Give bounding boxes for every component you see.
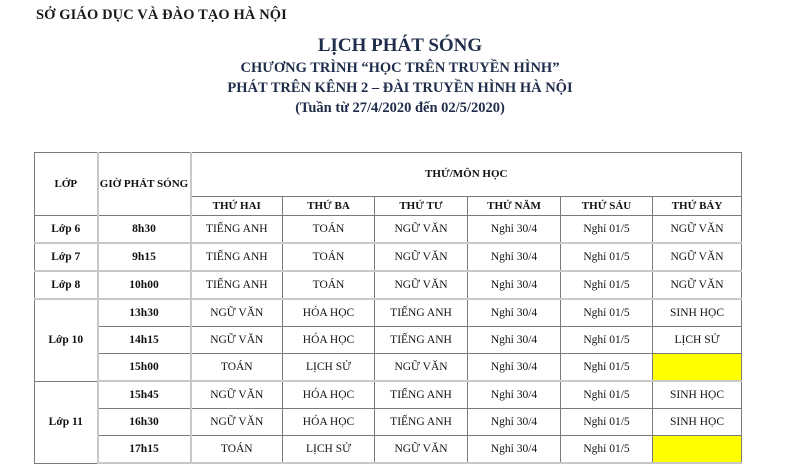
subject-cell: Nghỉ 01/5	[561, 327, 653, 354]
subject-cell	[653, 354, 742, 382]
subject-cell: NGỮ VĂN	[191, 381, 283, 409]
schedule-table	[34, 152, 742, 464]
subject-cell: Nghỉ 30/4	[468, 327, 561, 354]
subject-cell: NGỮ VĂN	[653, 216, 742, 244]
day-header: THỨ HAI	[191, 197, 283, 216]
organization-name: SỞ GIÁO DỤC VÀ ĐÀO TẠO HÀ NỘI	[36, 7, 287, 23]
table-row	[35, 381, 742, 409]
subject-cell: NGỮ VĂN	[375, 436, 468, 464]
subject-cell: SINH HỌC	[653, 299, 742, 327]
subject-cell: LỊCH SỬ	[283, 354, 375, 382]
subject-cell: Nghỉ 01/5	[561, 381, 653, 409]
subject-cell: LỊCH SỬ	[653, 327, 742, 354]
subject-cell: Nghỉ 30/4	[468, 436, 561, 464]
subject-cell: Nghỉ 30/4	[468, 354, 561, 382]
subject-cell: NGỮ VĂN	[375, 243, 468, 271]
subject-cell: Nghỉ 30/4	[468, 381, 561, 409]
subject-cell: Nghỉ 30/4	[468, 409, 561, 436]
program-subtitle: CHƯƠNG TRÌNH “HỌC TRÊN TRUYỀN HÌNH”	[240, 60, 560, 76]
day-header: THỨ NĂM	[468, 197, 561, 216]
airtime: 16h30	[98, 409, 191, 436]
airtime: 14h15	[98, 327, 191, 354]
subject-cell: Nghỉ 01/5	[561, 216, 653, 244]
airtime: 8h30	[98, 216, 191, 244]
subject-cell: Nghỉ 01/5	[561, 436, 653, 464]
subject-cell: HÓA HỌC	[283, 327, 375, 354]
table-row	[35, 436, 742, 464]
subject-cell: Nghỉ 01/5	[561, 409, 653, 436]
subject-cell: TOÁN	[283, 271, 375, 299]
subject-cell: TIẾNG ANH	[375, 327, 468, 354]
table-row	[35, 216, 742, 244]
subject-cell: TIẾNG ANH	[375, 299, 468, 327]
subject-cell: HÓA HỌC	[283, 409, 375, 436]
subject-cell: NGỮ VĂN	[653, 271, 742, 299]
airtime: 15h00	[98, 354, 191, 382]
subject-cell: TOÁN	[191, 436, 283, 464]
subject-cell: NGỮ VĂN	[375, 271, 468, 299]
subject-cell: Nghỉ 01/5	[561, 354, 653, 382]
subject-cell: NGỮ VĂN	[191, 327, 283, 354]
subject-cell: TOÁN	[283, 243, 375, 271]
table-row	[35, 409, 742, 436]
subject-cell: TOÁN	[283, 216, 375, 244]
day-header: THỨ TƯ	[375, 197, 468, 216]
table-row	[35, 243, 742, 271]
class-label: Lớp 7	[35, 243, 98, 271]
subject-cell: TIẾNG ANH	[375, 409, 468, 436]
class-label: Lớp 11	[35, 381, 98, 463]
airtime: 9h15	[98, 243, 191, 271]
column-header-class: LỚP	[35, 153, 98, 216]
day-header: THỨ BA	[283, 197, 375, 216]
table-row	[35, 299, 742, 327]
day-header: THỨ SÁU	[561, 197, 653, 216]
subject-cell: SINH HỌC	[653, 409, 742, 436]
subject-cell: NGỮ VĂN	[653, 243, 742, 271]
subject-cell: NGỮ VĂN	[191, 299, 283, 327]
airtime: 10h00	[98, 271, 191, 299]
subject-cell: LỊCH SỬ	[283, 436, 375, 464]
channel-line: PHÁT TRÊN KÊNH 2 – ĐÀI TRUYỀN HÌNH HÀ NỘI	[227, 80, 573, 96]
day-header: THỨ BẢY	[653, 197, 742, 216]
airtime: 13h30	[98, 299, 191, 327]
title-block	[200, 34, 600, 118]
class-label: Lớp 6	[35, 216, 98, 244]
subject-cell: Nghỉ 30/4	[468, 299, 561, 327]
page-title: LỊCH PHÁT SÓNG	[317, 35, 483, 56]
subject-cell: TIẾNG ANH	[191, 271, 283, 299]
subject-cell: HÓA HỌC	[283, 299, 375, 327]
subject-cell: NGỮ VĂN	[375, 216, 468, 244]
table-row	[35, 354, 742, 382]
subject-cell: Nghỉ 30/4	[468, 243, 561, 271]
table-row	[35, 327, 742, 354]
table-row	[35, 271, 742, 299]
subject-cell	[653, 436, 742, 464]
airtime: 17h15	[98, 436, 191, 464]
subject-cell: Nghỉ 01/5	[561, 271, 653, 299]
subject-cell: Nghỉ 30/4	[468, 216, 561, 244]
class-label: Lớp 10	[35, 299, 98, 381]
subject-cell: TIẾNG ANH	[191, 216, 283, 244]
class-label: Lớp 8	[35, 271, 98, 299]
airtime: 15h45	[98, 381, 191, 409]
subject-cell: HÓA HỌC	[283, 381, 375, 409]
subject-cell: NGỮ VĂN	[191, 409, 283, 436]
subject-cell: TOÁN	[191, 354, 283, 382]
column-header-airtime: GIỜ PHÁT SÓNG	[98, 153, 191, 216]
subject-cell: SINH HỌC	[653, 381, 742, 409]
week-range: (Tuần từ 27/4/2020 đến 02/5/2020)	[295, 100, 505, 116]
subject-cell: Nghỉ 01/5	[561, 299, 653, 327]
subject-cell: Nghỉ 01/5	[561, 243, 653, 271]
column-header-day-subject: THỨ/MÔN HỌC	[191, 153, 742, 197]
subject-cell: NGỮ VĂN	[375, 354, 468, 382]
subject-cell: Nghỉ 30/4	[468, 271, 561, 299]
subject-cell: TIẾNG ANH	[375, 381, 468, 409]
subject-cell: TIẾNG ANH	[191, 243, 283, 271]
